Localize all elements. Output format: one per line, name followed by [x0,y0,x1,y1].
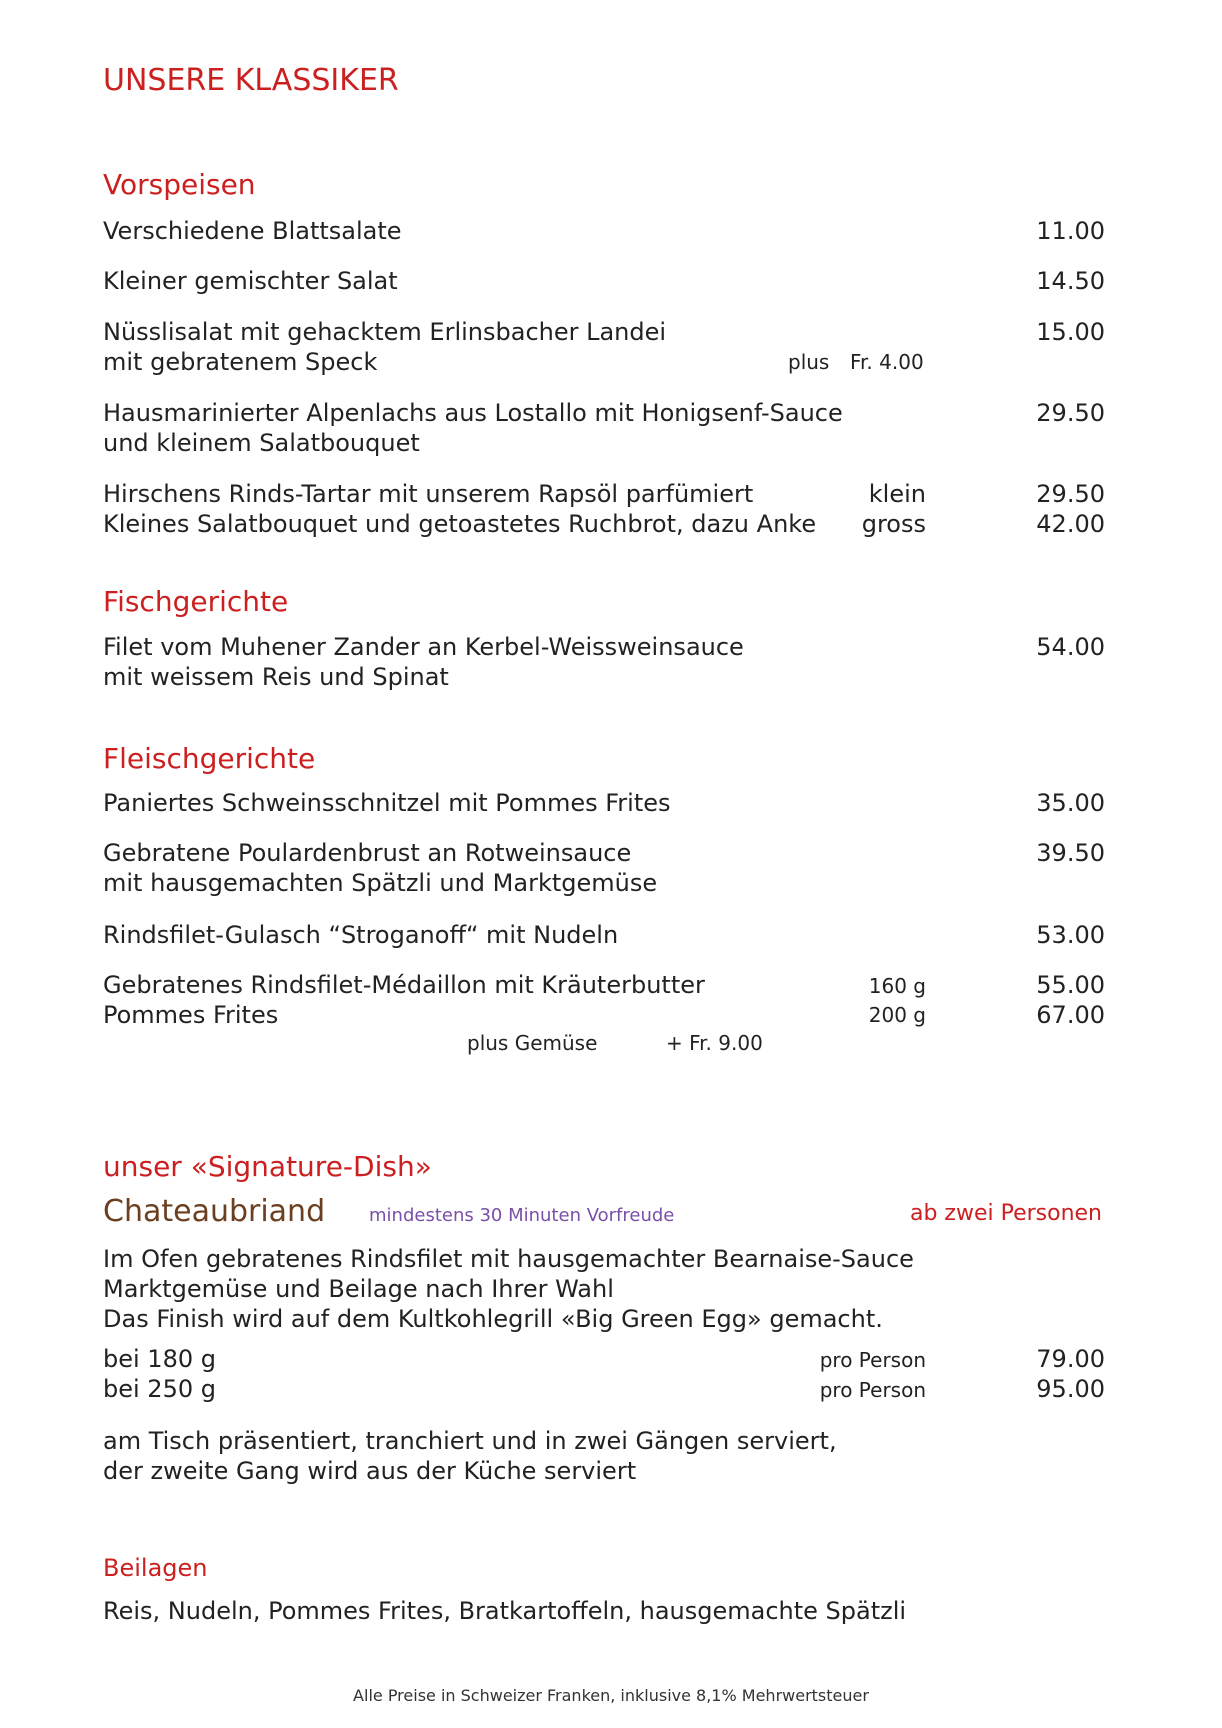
item-price: 29.50 [1036,399,1105,427]
weight-label: 200 g [868,1003,926,1027]
item-price: 29.50 [1036,480,1105,508]
size-label: gross [861,510,926,538]
item-name: Gebratenes Rindsfilet-Médaillon mit Kräuterbutter [103,971,705,999]
item-price: 55.00 [1036,971,1105,999]
item-price: 39.50 [1036,839,1105,867]
weight-label: 160 g [868,974,926,998]
item-description: mit gebratenem Speck [103,348,378,376]
item-name: Verschiedene Blattsalate [103,217,402,245]
item-price: 53.00 [1036,921,1105,949]
item-name: Hirschens Rinds-Tartar mit unserem Rapsöl parfümiert [103,480,754,508]
page-title: UNSERE KLASSIKER [103,63,399,98]
item-name: Paniertes Schweinsschnitzel mit Pommes Frites [103,789,671,817]
option-price: 95.00 [1036,1375,1105,1403]
item-description: Pommes Frites [103,1001,279,1029]
section-heading-fisch: Fischgerichte [103,585,289,618]
item-name: Kleiner gemischter Salat [103,267,398,295]
option-label: bei 250 g [103,1375,216,1403]
item-description: und kleinem Salatbouquet [103,429,420,457]
signature-serving-note: am Tisch präsentiert, tranchiert und in zwei Gängen serviert, [103,1427,837,1455]
item-price: 14.50 [1036,267,1105,295]
section-heading-fleisch: Fleischgerichte [103,742,316,775]
item-name: Rindsfilet-Gulasch “Stroganoff“ mit Nudeln [103,921,619,949]
option-unit: pro Person [819,1348,926,1372]
item-price: 42.00 [1036,510,1105,538]
item-description: mit weissem Reis und Spinat [103,663,449,691]
extra-price: + Fr. 9.00 [666,1031,763,1055]
option-label: bei 180 g [103,1345,216,1373]
section-heading-beilagen: Beilagen [103,1554,208,1582]
signature-description: Marktgemüse und Beilage nach Ihrer Wahl [103,1275,614,1303]
signature-description: Das Finish wird auf dem Kultkohlegrill «Big Green Egg» gemacht. [103,1305,883,1333]
extra-price: Fr. 4.00 [850,350,924,374]
item-price: 54.00 [1036,633,1105,661]
signature-heading: unser «Signature-Dish» [103,1150,432,1183]
size-label: klein [868,480,926,508]
item-price: 35.00 [1036,789,1105,817]
item-name: Nüsslisalat mit gehacktem Erlinsbacher Landei [103,318,667,346]
signature-dish-name: Chateaubriand [103,1194,326,1229]
item-price: 11.00 [1036,217,1105,245]
extra-label: plus Gemüse [467,1031,598,1055]
signature-description: Im Ofen gebratenes Rindsfilet mit hausgemachter Bearnaise-Sauce [103,1245,914,1273]
item-description: mit hausgemachten Spätzli und Marktgemüse [103,869,658,897]
item-name: Hausmarinierter Alpenlachs aus Lostallo mit Honigsenf-Sauce [103,399,843,427]
option-unit: pro Person [819,1378,926,1402]
signature-persons: ab zwei Personen [909,1201,1102,1226]
item-price: 67.00 [1036,1001,1105,1029]
signature-serving-note: der zweite Gang wird aus der Küche serviert [103,1457,637,1485]
beilagen-list: Reis, Nudeln, Pommes Frites, Bratkartoffeln, hausgemachte Spätzli [103,1597,907,1625]
item-name: Filet vom Muhener Zander an Kerbel-Weissweinsauce [103,633,744,661]
footer-note: Alle Preise in Schweizer Franken, inklusive 8,1% Mehrwertsteuer [353,1686,869,1705]
section-heading-vorspeisen: Vorspeisen [103,168,256,201]
extra-label: plus [788,350,830,374]
signature-note: mindestens 30 Minuten Vorfreude [369,1205,675,1226]
item-price: 15.00 [1036,318,1105,346]
option-price: 79.00 [1036,1345,1105,1373]
item-description: Kleines Salatbouquet und getoastetes Ruchbrot, dazu Anke [103,510,817,538]
item-name: Gebratene Poulardenbrust an Rotweinsauce [103,839,632,867]
